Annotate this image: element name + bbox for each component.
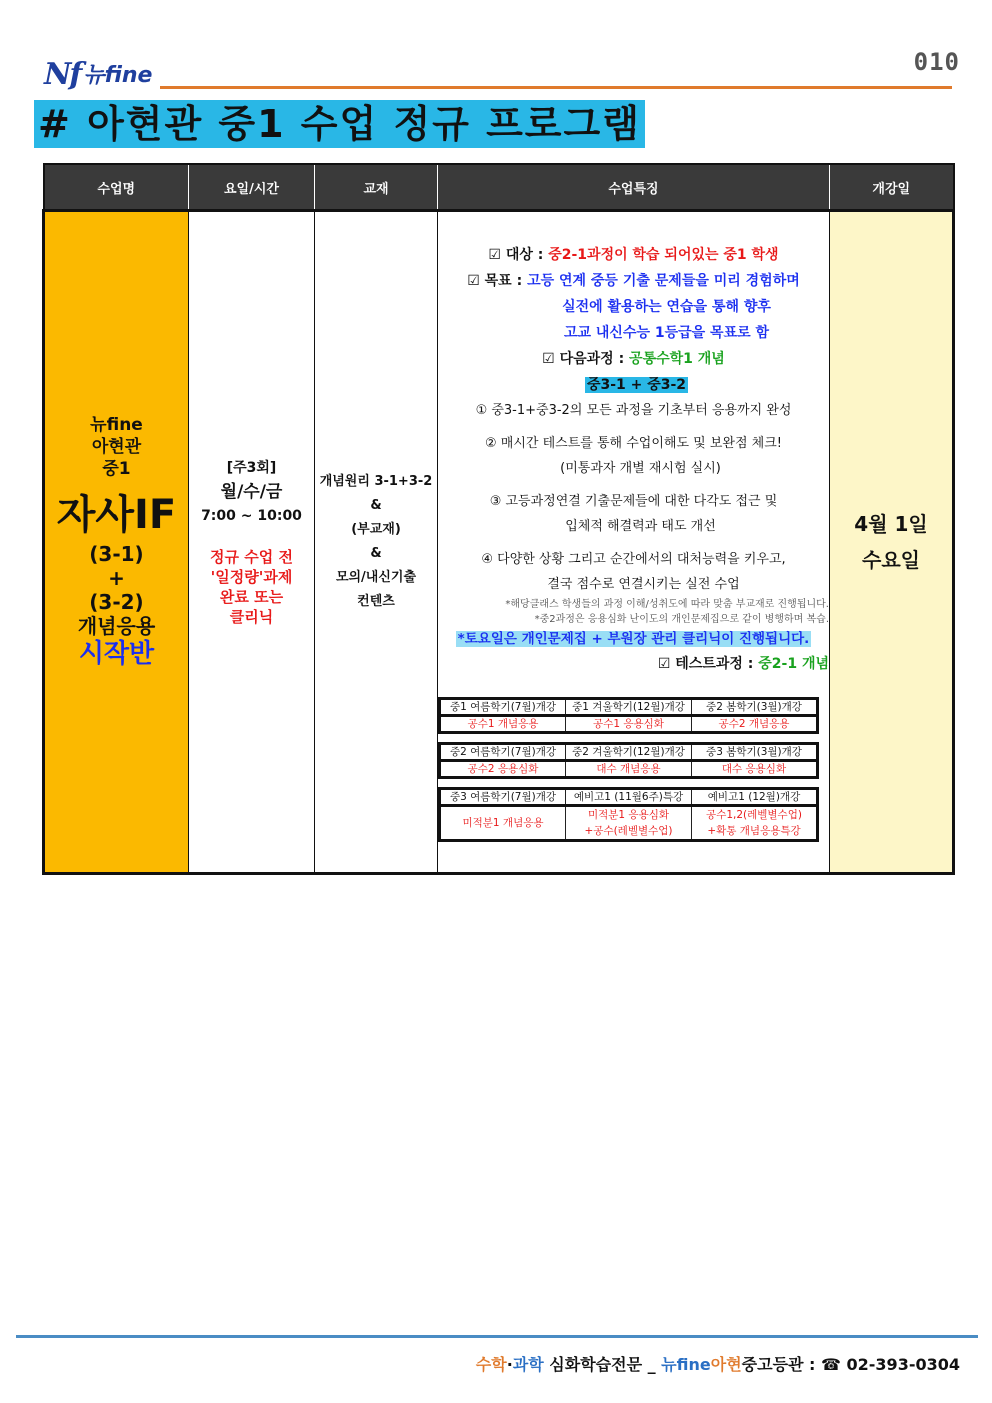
header-class-name: 수업명 [44, 164, 189, 211]
class-name-cell [44, 211, 189, 874]
header-schedule: 요일/시간 [189, 164, 315, 211]
semester-table-2 [438, 742, 819, 779]
schedule-cell [189, 211, 315, 874]
feature-point-2-sub: (미통과자 개별 재시험 실시) [560, 461, 721, 476]
class-branch: 아현관 [91, 437, 142, 457]
schedule-time: 7:00 ~ 10:00 [201, 508, 302, 524]
class-level: 개념응용 [77, 614, 156, 638]
semester-header: 중2 봄학기(3월)개강 [692, 699, 818, 716]
textbook-content: 컨텐츠 [357, 594, 395, 609]
class-brand: 뉴fine [90, 415, 143, 435]
table-row [44, 211, 954, 874]
start-date-cell [830, 211, 954, 874]
class-type: 시작반 [78, 639, 155, 669]
semester-table-1 [438, 697, 819, 734]
semester-course: 미적분1 개념응용 [440, 806, 566, 841]
footer-brand: 뉴fine [661, 1355, 711, 1374]
class-title: 자사IF [56, 492, 177, 538]
feature-point-4: ④ 다양한 상황 그리고 순간에서의 대처능력을 키우고, [481, 552, 786, 567]
textbook-sub: (부교재) [351, 522, 401, 537]
textbook-exam: 모의/내신기출 [335, 570, 417, 585]
page-number: 010 [913, 48, 960, 76]
logo-mark: Nf [44, 57, 81, 92]
semester-header: 중1 여름학기(7월)개강 [440, 699, 566, 716]
schedule-note-2: '일정량'과제 [210, 568, 293, 586]
semester-course: 공수2 응용심화 [440, 761, 566, 778]
semester-course: 공수1 개념응용 [440, 716, 566, 733]
semester-header: 중2 겨울학기(12월)개강 [566, 744, 692, 761]
footer-phone: 중고등관 : ☎ 02-393-0304 [741, 1355, 960, 1374]
schedule-days: 월/수/금 [220, 482, 283, 502]
feature-note-1: *해당클래스 학생들의 과정 이해/성취도에 따라 맞춤 부교재로 진행됩니다. [505, 599, 829, 610]
feature-note-2: *중2과정은 응용심화 난이도의 개인문제집으로 같이 병행하며 복습. [534, 614, 829, 625]
semester-header: 중1 겨울학기(12월)개강 [566, 699, 692, 716]
semester-course: 공수1 응용심화 [566, 716, 692, 733]
feature-test: ☑ 테스트과정 : 중2-1 개념 [657, 656, 829, 672]
header-divider [160, 86, 952, 89]
feature-goal: ☑ 목표 : 고등 연계 중등 기출 문제들을 미리 경험하며 [467, 273, 800, 289]
textbook-amp-1: & [370, 498, 382, 513]
footer-dot: · [506, 1355, 513, 1374]
footer-desc: 심화학습전문 _ [543, 1355, 662, 1374]
schedule-note-3: 완료 또는 [219, 588, 284, 606]
semester-course: 대수 개념응용 [566, 761, 692, 778]
header-features: 수업특징 [438, 164, 830, 211]
footer-divider [16, 1335, 978, 1338]
semester-course: 미적분1 응용심화 +공수(레벨별수업) [566, 806, 692, 841]
program-table [42, 163, 955, 875]
start-date: 4월 1일 [854, 512, 928, 536]
feature-point-4-sub: 결국 점수로 연결시키는 실전 수업 [547, 577, 740, 592]
footer-math: 수학 [475, 1355, 507, 1374]
semester-header: 중3 여름학기(7월)개강 [440, 789, 566, 806]
feature-target: ☑ 대상 : 중2-1과정이 학습 되어있는 중1 학생 [488, 247, 779, 263]
textbook-cell [315, 211, 438, 874]
class-course-2: (3-2) [89, 590, 144, 614]
textbook-main: 개념원리 3-1+3-2 [319, 474, 433, 489]
feature-course: 중3-1 + 중3-2 [586, 377, 687, 393]
class-course-1: (3-1) [89, 542, 144, 566]
start-day: 수요일 [862, 548, 920, 572]
semester-course: 공수2 개념응용 [692, 716, 818, 733]
semester-header: 중3 봄학기(3월)개강 [692, 744, 818, 761]
feature-goal-line-2: 실전에 활용하는 연습을 통해 향후 [562, 299, 771, 315]
feature-saturday: *토요일은 개인문제집 + 부원장 관리 클리닉이 진행됩니다. [457, 631, 810, 647]
textbook-amp-2: & [370, 546, 382, 561]
footer-branch: 아현 [710, 1355, 742, 1374]
header-textbook: 교재 [315, 164, 438, 211]
feature-point-2: ② 매시간 테스트를 통해 수업이해도 및 보완점 체크! [485, 436, 782, 451]
feature-point-3-sub: 입체적 해결력과 태도 개선 [565, 519, 716, 534]
semester-header: 예비고1 (12월)개강 [692, 789, 818, 806]
semester-table-3 [438, 787, 819, 842]
feature-point-3: ③ 고등과정연결 기출문제들에 대한 다각도 접근 및 [489, 494, 778, 509]
feature-next-course: ☑ 다음과정 : 공통수학1 개념 [542, 351, 725, 367]
schedule-frequency: [주3회] [226, 460, 277, 476]
feature-point-1: ① 중3-1+중3-2의 모든 과정을 기초부터 응용까지 완성 [475, 403, 792, 418]
class-grade: 중1 [102, 459, 131, 479]
feature-goal-line-3: 고교 내신수능 1등급을 목표로 함 [563, 325, 770, 341]
logo-text: 뉴fine [83, 63, 153, 88]
schedule-note-1: 정규 수업 전 [210, 548, 293, 566]
footer-science: 과학 [512, 1355, 544, 1374]
schedule-note-4: 클리닉 [229, 608, 274, 626]
semester-header: 중2 여름학기(7월)개강 [440, 744, 566, 761]
semester-course: 공수1,2(레벨별수업) +확통 개념응용특강 [692, 806, 818, 841]
header-start-date: 개강일 [830, 164, 954, 211]
footer-contact [476, 1352, 960, 1375]
features-cell [438, 211, 830, 874]
nfine-logo [44, 52, 152, 92]
class-plus: + [108, 566, 125, 590]
page-title: # 아현관 중1 수업 정규 프로그램 [34, 100, 645, 148]
table-header-row [44, 164, 954, 211]
semester-header: 예비고1 (11월6주)특강 [566, 789, 692, 806]
semester-course: 대수 응용심화 [692, 761, 818, 778]
